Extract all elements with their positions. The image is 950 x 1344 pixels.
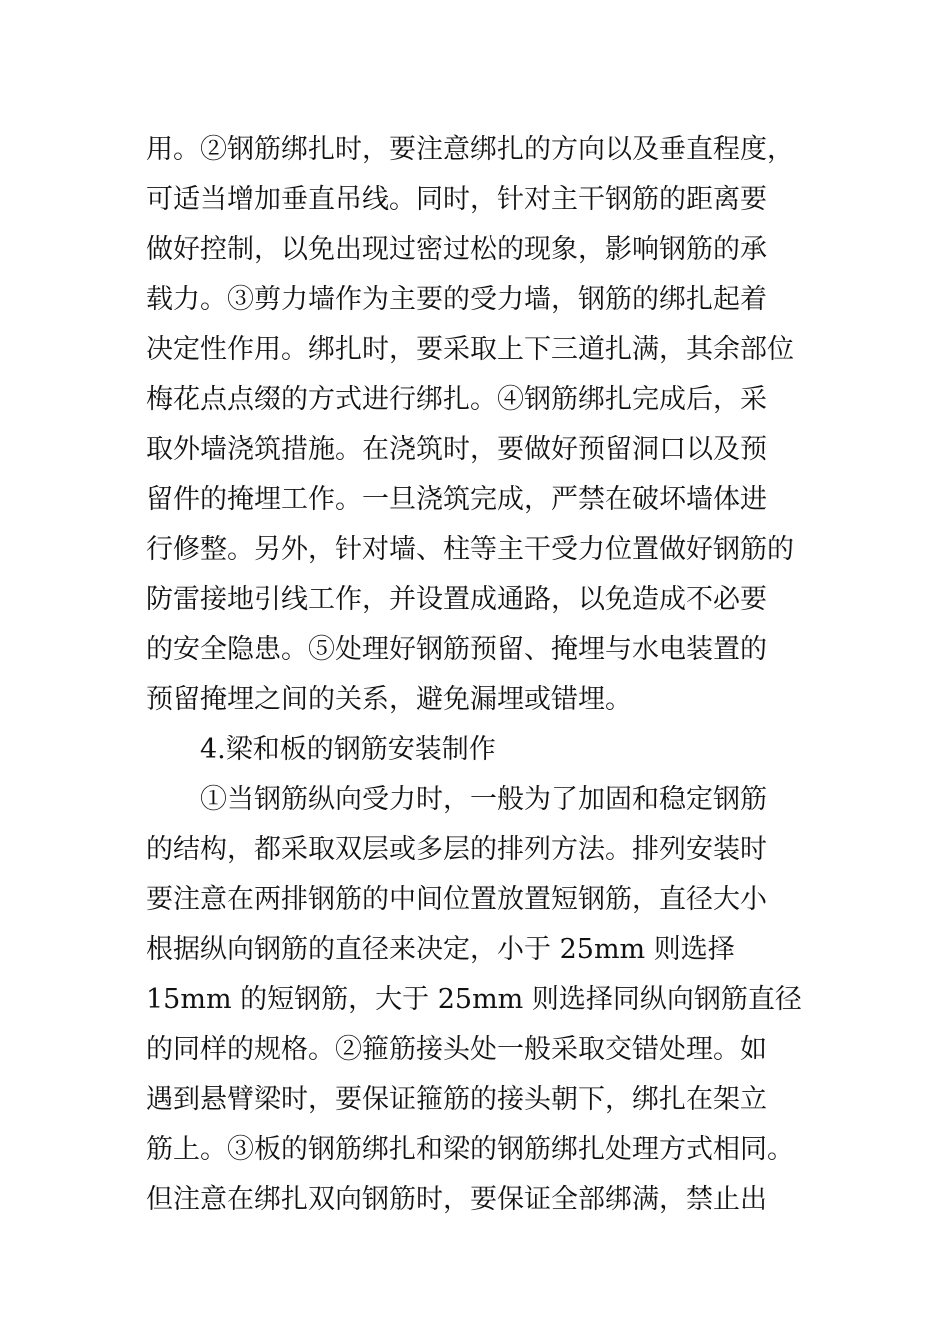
text-line: 要注意在两排钢筋的中间位置放置短钢筋，直径大小 xyxy=(146,884,767,915)
text-line: 的安全隐患。⑤处理好钢筋预留、掩埋与水电装置的 xyxy=(146,634,767,665)
text-line: ①当钢筋纵向受力时，一般为了加固和稳定钢筋 xyxy=(200,784,767,815)
text-line: 预留掩埋之间的关系，避免漏埋或错埋。 xyxy=(146,684,632,715)
text-line: 做好控制，以免出现过密过松的现象，影响钢筋的承 xyxy=(146,234,767,265)
text-line: 取外墙浇筑措施。在浇筑时，要做好预留洞口以及预 xyxy=(146,434,767,465)
text-line: 遇到悬臂梁时，要保证箍筋的接头朝下，绑扎在架立 xyxy=(146,1084,767,1115)
text-line: 但注意在绑扎双向钢筋时，要保证全部绑满，禁止出 xyxy=(146,1184,767,1215)
text-line: 可适当增加垂直吊线。同时，针对主干钢筋的距离要 xyxy=(146,184,767,215)
text-line: 筋上。③板的钢筋绑扎和梁的钢筋绑扎处理方式相同。 xyxy=(146,1134,794,1165)
text-line: 防雷接地引线工作，并设置成通路，以免造成不必要 xyxy=(146,584,767,615)
body-text xyxy=(146,125,826,1225)
text-line: 留件的掩埋工作。一旦浇筑完成，严禁在破坏墙体进 xyxy=(146,484,767,515)
text-line: 用。②钢筋绑扎时，要注意绑扎的方向以及垂直程度， xyxy=(146,134,794,165)
text-line: 行修整。另外，针对墙、柱等主干受力位置做好钢筋的 xyxy=(146,534,794,565)
text-line: 决定性作用。绑扎时，要采取上下三道扎满，其余部位 xyxy=(146,334,794,365)
text-line: 的同样的规格。②箍筋接头处一般采取交错处理。如 xyxy=(146,1034,767,1065)
text-line: 15mm 的短钢筋，大于 25mm 则选择同纵向钢筋直径 xyxy=(146,984,802,1015)
text-line: 的结构，都采取双层或多层的排列方法。排列安装时 xyxy=(146,834,767,865)
text-line: 载力。③剪力墙作为主要的受力墙，钢筋的绑扎起着 xyxy=(146,284,767,315)
section-heading: 4.梁和板的钢筋安装制作 xyxy=(200,734,496,765)
text-line: 梅花点点缀的方式进行绑扎。④钢筋绑扎完成后，采 xyxy=(146,384,767,415)
text-line: 根据纵向钢筋的直径来决定，小于 25mm 则选择 xyxy=(146,934,735,965)
